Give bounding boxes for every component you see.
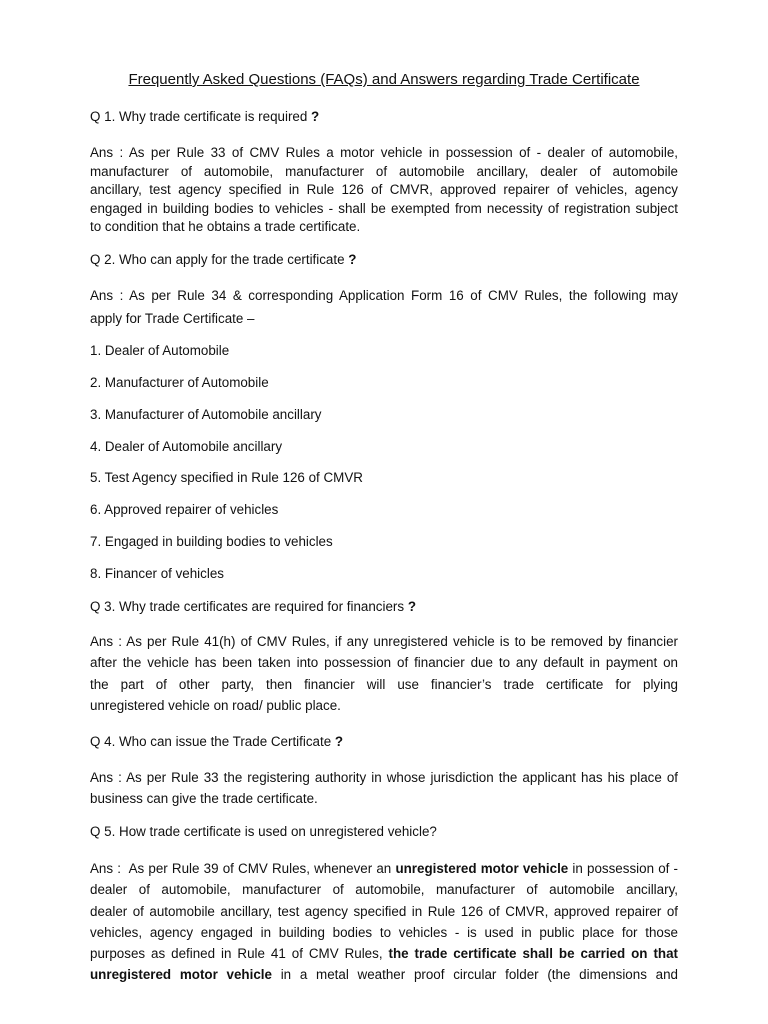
answer-3-line: Ans : As per Rule 41(h) of CMV Rules, if any unregistered vehicle is to be removed by financier — [90, 634, 678, 649]
list-item: 2. Manufacturer of Automobile — [90, 375, 269, 390]
answer-3-line: unregistered vehicle on road/ public place. — [90, 697, 341, 713]
answer-3-line: the part of other party, then financier will use financier’s trade certificate for plying — [90, 676, 678, 692]
answer-1-line: ancillary, test agency specified in Rule 126 of CMVR, approved repairer of vehicles, agency — [90, 182, 678, 198]
answer-5-line: unregistered motor vehicle in a metal weather proof circular folder (the dimensions and — [90, 967, 678, 983]
answer-1-line: engaged in building bodies to vehicles - shall be exempted from necessity of registration subject — [90, 200, 678, 216]
answer-2-line: apply for Trade Certificate – — [90, 310, 255, 326]
answer-5-line: Ans : As per Rule 39 of CMV Rules, whenever an unregistered motor vehicle in possession of - — [90, 861, 678, 876]
answer-label: Ans : — [90, 861, 129, 876]
answer-3 — [90, 631, 678, 716]
question-3: Q 3. Why trade certificates are required for financiers ? — [90, 599, 416, 614]
list-item: 5. Test Agency specified in Rule 126 of CMVR — [90, 470, 363, 485]
answer-3-line: after the vehicle has been taken into possession of financier due to any default in payment on — [90, 655, 678, 671]
question-1: Q 1. Why trade certificate is required ? — [90, 109, 320, 124]
answer-1-line: to condition that he obtains a trade certificate. — [90, 219, 361, 235]
answer-2-line: Ans : As per Rule 34 & corresponding Application Form 16 of CMV Rules, the following may — [90, 288, 678, 303]
list-item: 3. Manufacturer of Automobile ancillary — [90, 407, 322, 422]
answer-5-line: purposes as defined in Rule 41 of CMV Rules, the trade certificate shall be carried on that — [90, 946, 678, 962]
answer-5-line: dealer of automobile, manufacturer of automobile, manufacturer of automobile ancillary, — [90, 882, 678, 898]
answer-2 — [90, 285, 678, 330]
answer-4-line: business can give the trade certificate. — [90, 791, 318, 807]
answer-1-line: manufacturer of automobile, manufacturer of automobile ancillary, dealer of automobile — [90, 163, 678, 179]
list-item: 7. Engaged in building bodies to vehicles — [90, 534, 333, 549]
answer-1 — [90, 144, 678, 237]
answer-4 — [90, 767, 678, 810]
question-2: Q 2. Who can apply for the trade certificate ? — [90, 252, 357, 267]
answer-5 — [90, 858, 678, 986]
document-title: Frequently Asked Questions (FAQs) and Answers regarding Trade Certificate — [128, 71, 640, 88]
answer-5-line: vehicles, agency engaged in building bodies to vehicles - is used in public place for those — [90, 924, 678, 940]
list-item: 8. Financer of vehicles — [90, 566, 224, 581]
list-item: 1. Dealer of Automobile — [90, 343, 230, 358]
answer-4-line: Ans : As per Rule 33 the registering authority in whose jurisdiction the applicant has his place of — [90, 770, 678, 785]
answer-5-line: dealer of automobile ancillary, test agency specified in Rule 126 of CMVR, approved repairer of — [90, 903, 678, 919]
question-5: Q 5. How trade certificate is used on unregistered vehicle? — [90, 824, 437, 839]
question-4: Q 4. Who can issue the Trade Certificate ? — [90, 734, 344, 749]
answer-1-line: Ans : As per Rule 33 of CMV Rules a motor vehicle in possession of - dealer of automobile, — [90, 145, 678, 160]
list-item: 6. Approved repairer of vehicles — [90, 502, 279, 517]
list-item: 4. Dealer of Automobile ancillary — [90, 439, 283, 454]
